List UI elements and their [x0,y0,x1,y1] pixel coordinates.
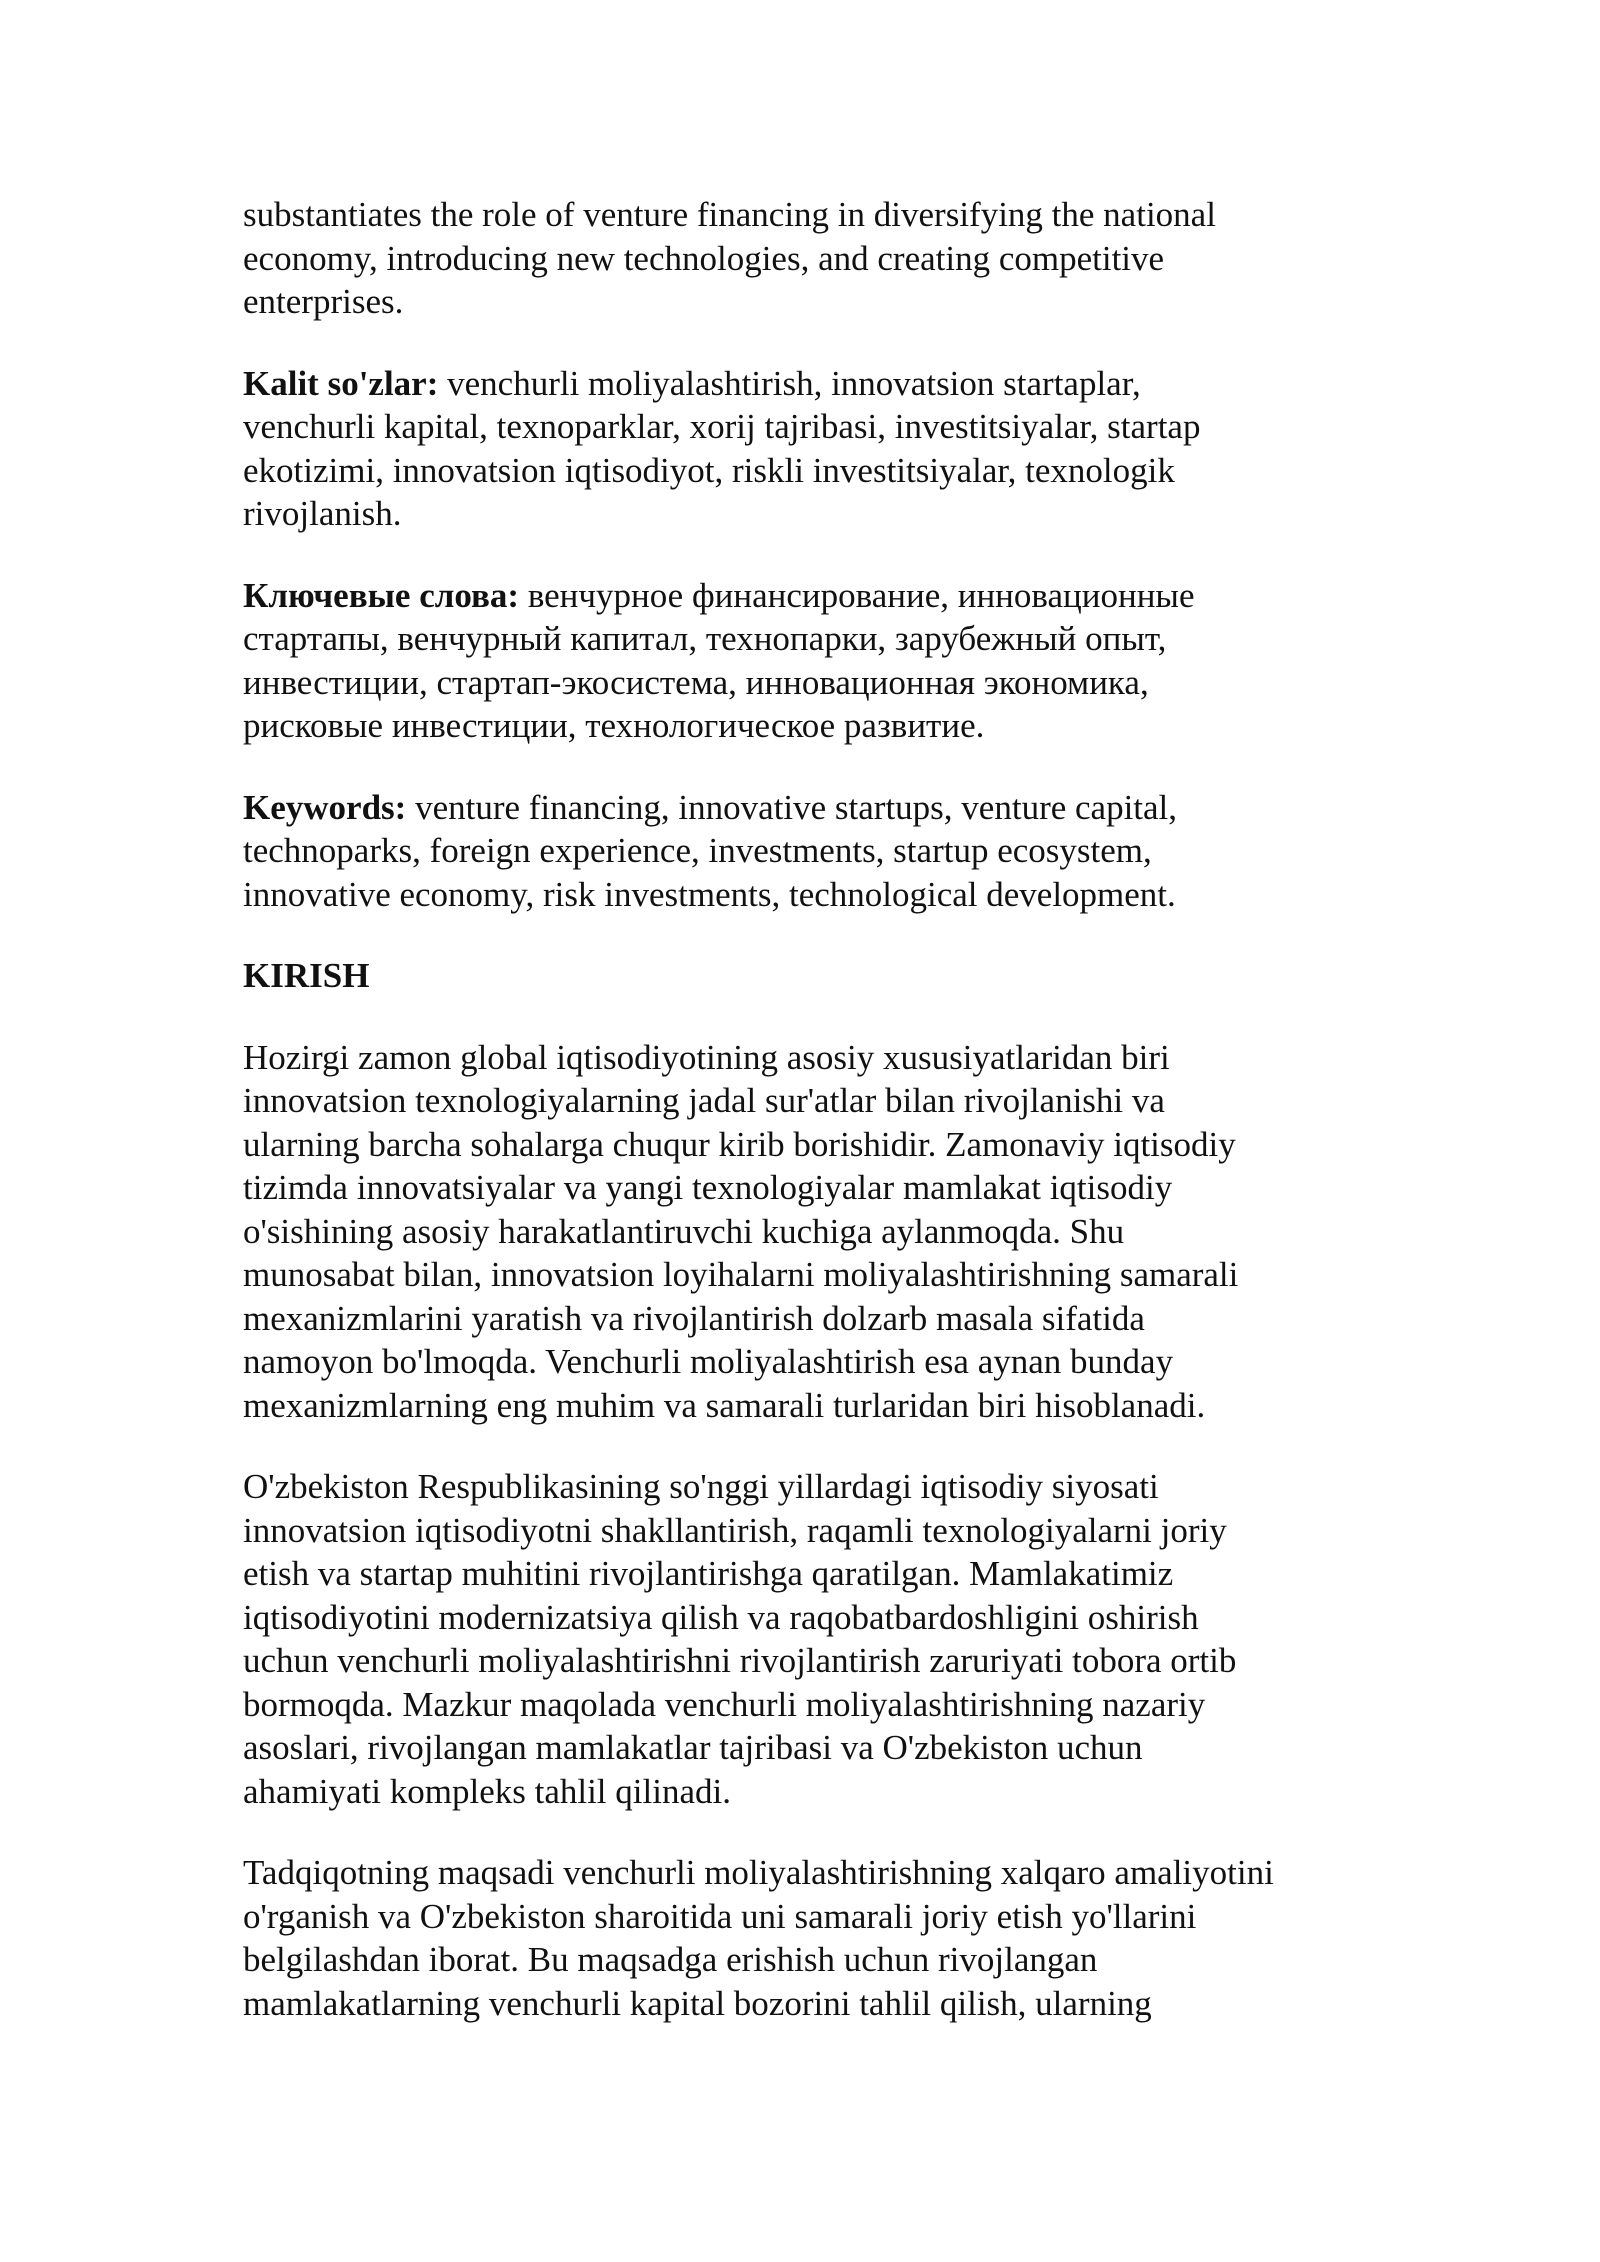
keywords-english-text: venture financing, innovative startups, venture capital, technoparks, foreign experience, investments, startup ecosystem, innovative economy, risk investments, technological development. [243,787,1178,914]
keywords-russian-label: Ключевые слова: [243,575,520,615]
intro-paragraph-2: O'zbekiston Respublikasining so'nggi yillardagi iqtisodiy siyosati innovatsion iqtisodiyotni shakllantirish, raqamli texnologiyalarni joriy etish va startap muhitini rivojlantirishga qaratilgan. Mamlakatimiz iqtisodiyotini modernizatsiya qilish va raqobatbardoshligini oshirish uchun venchurli moliyalashtirishni rivojlantirish zaruriyati tobora ortib bormoqda. Mazkur maqolada venchurli moliyalashtirishning nazariy asoslari, rivojlangan mamlakatlar tajribasi va O'zbekiston uchun ahamiyati kompleks tahlil qilinadi. [243,1467,1237,1811]
section-heading-kirish: KIRISH [243,956,370,995]
keywords-english-label: Keywords: [243,787,407,827]
keywords-russian [243,574,1373,748]
abstract-english-tail: substantiates the role of venture financing in diversifying the national economy, introducing new technologies, and creating competitive enterprises. [243,195,1216,321]
document-page [243,193,1373,2063]
keywords-uzbek-text: venchurli moliyalashtirish, innovatsion startaplar, venchurli kapital, texnoparklar, xorij tajribasi, investitsiyalar, startap ekotizimi, innovatsion iqtisodiyot, riskli investitsiyalar, texnologik rivojlanish. [243,363,1201,533]
intro-paragraph-1: Hozirgi zamon global iqtisodiyotining asosiy xususiyatlaridan biri innovatsion texnologiyalarning jadal sur'atlar bilan rivojlanishi va ularning barcha sohalarga chuqur kirib borishidir. Zamonaviy iqtisodiy tizimda innovatsiyalar va yangi texnologiyalar mamlakat iqtisodiy o'sishining asosiy harakatlantiruvchi kuchiga aylanmoqda. Shu munosabat bilan, innovatsion loyihalarni moliyalashtirishning samarali mexanizmlarini yaratish va rivojlantirish dolzarb masala sifatida namoyon bo'lmoqda. Venchurli moliyalashtirish esa aynan bunday mexanizmlarning eng muhim va samarali turlaridan biri hisoblanadi. [243,1037,1239,1425]
keywords-uzbek-label: Kalit so'zlar: [243,363,439,403]
keywords-uzbek [243,362,1373,536]
intro-paragraph-3: Tadqiqotning maqsadi venchurli moliyalashtirishning xalqaro amaliyotini o'rganish va O'zbekiston sharoitida uni samarali joriy etish yo'llarini belgilashdan iborat. Bu maqsadga erishish uchun rivojlangan mamlakatlarning venchurli kapital bozorini tahlil qilish, ularning [243,1853,1274,2023]
keywords-russian-text: венчурное финансирование, инновационные стартапы, венчурный капитал, технопарки, зарубежный опыт, инвестиции, стартап-экосистема, инновационная экономика, рисковые инвестиции, технологическое развитие. [243,575,1195,745]
keywords-english [243,786,1373,917]
